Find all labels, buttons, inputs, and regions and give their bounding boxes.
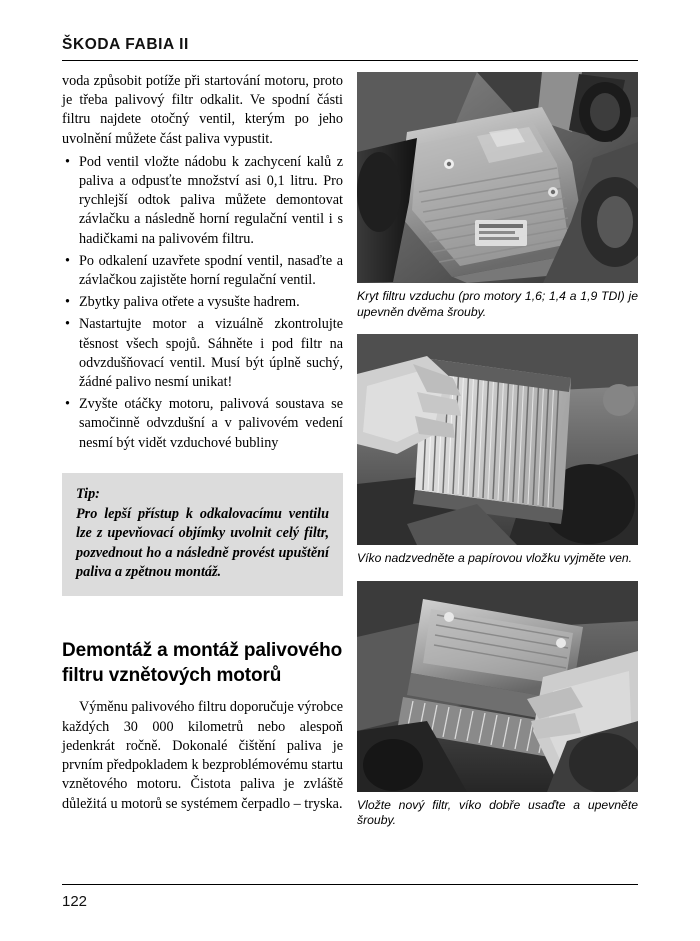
photo-removing-paper-filter-element-graphic	[357, 334, 638, 545]
list-item-text: Po odkalení uzavřete spodní ventil, nasaďte a závlačkou zajistěte horní regulační ventil.	[79, 252, 343, 289]
photo-installing-new-filter-graphic	[357, 581, 638, 792]
photo-removing-paper-filter-element	[357, 334, 638, 545]
list-item	[62, 252, 343, 290]
right-column	[357, 72, 638, 829]
list-item	[62, 293, 343, 312]
bullet-dot-icon: •	[65, 153, 70, 170]
intro-paragraph: voda způsobit potíže při startování motoru, proto je třeba palivový filtr odkalit. Ve spodní části filtru najdete otočný ventil, kterým po jeho uvolnění můžete část paliva vypustit.	[62, 73, 343, 147]
photo-installing-new-filter	[357, 581, 638, 792]
tip-box-text: Pro lepší přístup k odkalovacímu ventilu lze z upevňovací objímky uvolnit celý filtr, pozvednout ho a následně provést upuštění paliva a zpětnou montáž.	[76, 505, 329, 581]
photo-air-filter-cover-graphic	[357, 72, 638, 283]
page-header	[62, 36, 638, 61]
figure-3-caption: Vložte nový filtr, víko dobře usaďte a upevněte šrouby.	[357, 797, 638, 828]
bullet-dot-icon: •	[65, 252, 70, 269]
header-title: ŠKODA FABIA II	[62, 36, 189, 53]
list-item	[62, 153, 343, 249]
list-item-text: Nastartujte motor a vizuálně zkontrolujte těsnost všech spojů. Sáhněte i pod filtr na odvzdušňovací ventil. Musí být úplně suchý, žádné palivo nesmí unikat!	[79, 316, 343, 391]
tip-box	[62, 473, 343, 597]
list-item-text: Pod ventil vložte nádobu k zachycení kalů z paliva a odpusťte množství asi 0,1 litru. Pro rychlejší odtok paliva můžete demontovat závlačku a následně horní regulační ventil i s hadičkami na palivovém filtru.	[79, 153, 343, 247]
section-paragraph: Výměnu palivového filtru doporučuje výrobce každých 30 000 kilometrů nebo alespoň jedenkrát ročně. Dokonalé čištění paliva je prvním předpokladem k bezproblémovému startu vznětového motoru. Čistota paliva je zvláště důležitá u motorů se systémem čerpadlo – tryska.	[62, 699, 343, 812]
figure-2-caption: Víko nadzvedněte a papírovou vložku vyjměte ven.	[357, 551, 633, 566]
figure-2	[357, 334, 638, 567]
bullet-dot-icon: •	[65, 396, 70, 413]
left-column	[62, 72, 343, 814]
bullet-dot-icon: •	[65, 316, 70, 333]
tip-box-title: Tip:	[76, 485, 100, 502]
section-heading: Demontáž a montáž palivového filtru vznětových motorů	[62, 640, 343, 687]
footer-divider	[62, 884, 638, 885]
bullet-dot-icon: •	[65, 294, 70, 311]
list-item	[62, 315, 343, 392]
figure-1	[357, 72, 638, 320]
figure-3	[357, 581, 638, 829]
header-divider	[62, 60, 638, 61]
page-number: 122	[62, 893, 88, 910]
photo-air-filter-cover	[357, 72, 638, 283]
list-item-text: Zvyšte otáčky motoru, palivová soustava se samočinně odvzdušní a v palivovém vedení nesmí být vidět vzduchové bubliny	[79, 396, 343, 451]
bullet-list	[62, 153, 343, 453]
list-item-text: Zbytky paliva otřete a vysušte hadrem.	[79, 294, 300, 311]
figure-1-caption: Kryt filtru vzduchu (pro motory 1,6; 1,4 a 1,9 TDI) je upevněn dvěma šrouby.	[357, 289, 638, 319]
list-item	[62, 395, 343, 453]
